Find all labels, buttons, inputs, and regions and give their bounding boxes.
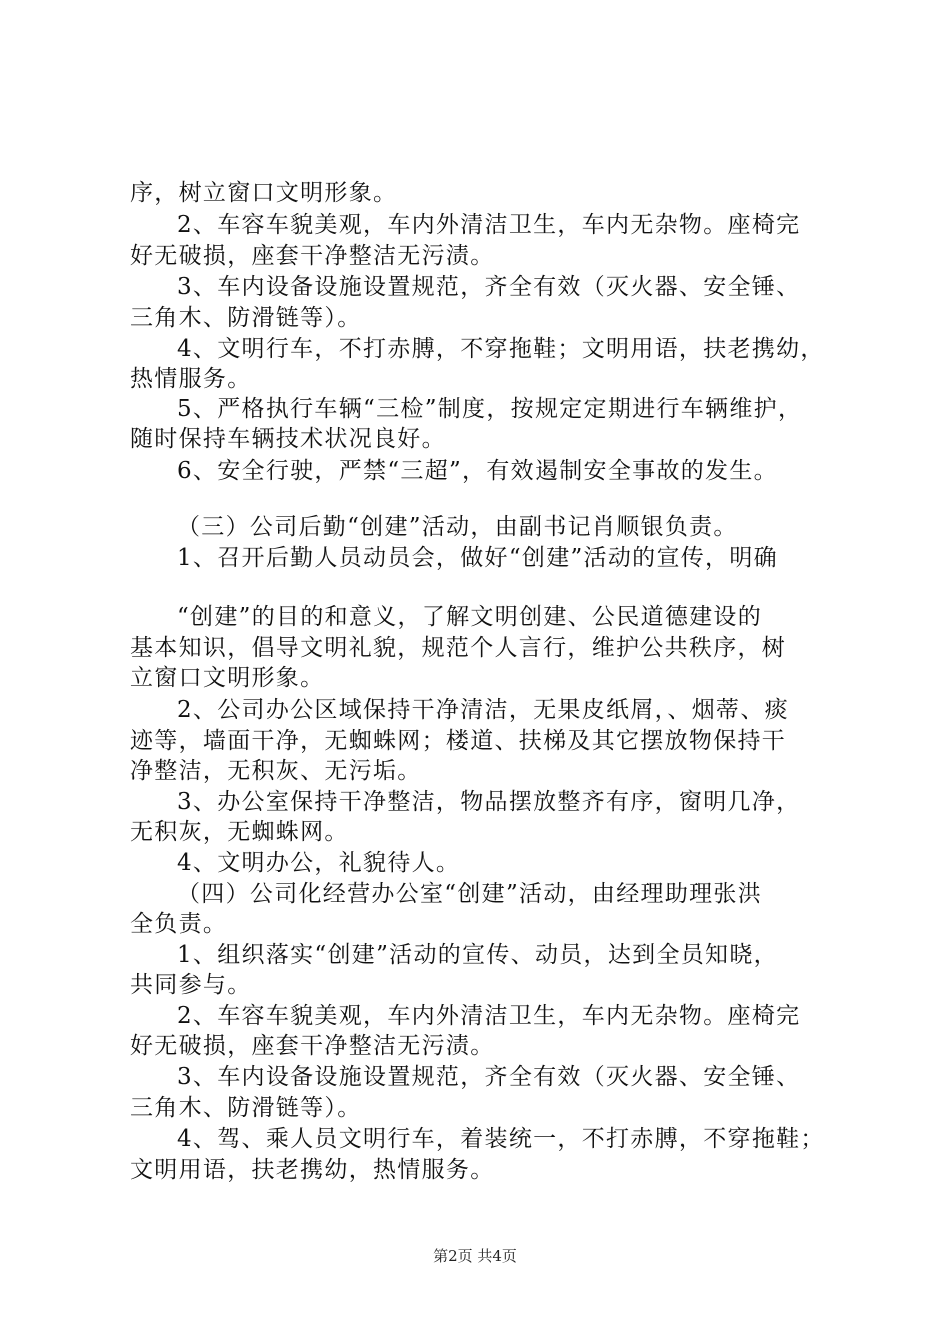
text-line: 2、车容车貌美观，车内外清洁卫生，车内无杂物。座椅完 <box>177 1003 801 1029</box>
text-line: 3、车内设备设施设置规范，齐全有效（灭火器、安全锤、 <box>177 274 801 300</box>
text-line: 三角木、防滑链等）。 <box>130 1095 362 1121</box>
text-line: 5、严格执行车辆“三检”制度，按规定定期进行车辆维护， <box>177 396 803 422</box>
text-line: 3、车内设备设施设置规范，齐全有效（灭火器、安全锤、 <box>177 1064 801 1090</box>
text-line: 全负责。 <box>130 911 228 937</box>
text-line: 好无破损，座套干净整洁无污渍。 <box>130 243 495 269</box>
text-line: 2、车容车貌美观，车内外清洁卫生，车内无杂物。座椅完 <box>177 212 801 238</box>
text-line: “创建”的目的和意义，了解文明创建、公民道德建设的 <box>177 604 763 630</box>
text-line: 立窗口文明形象。 <box>130 665 325 691</box>
text-line: 文明用语，扶老携幼，热情服务。 <box>130 1157 495 1183</box>
section-heading: （三）公司后勤“创建”活动，由副书记肖顺银负责。 <box>177 514 738 540</box>
text-line: 1、组织落实“创建”活动的宣传、动员，达到全员知晓， <box>177 942 778 968</box>
text-line: 净整洁，无积灰、无污垢。 <box>130 758 422 784</box>
text-line: 基本知识，倡导文明礼貌，规范个人言行，维护公共秩序，树 <box>130 635 787 661</box>
text-line: 6、安全行驶，严禁“三超”，有效遏制安全事故的发生。 <box>177 458 778 484</box>
text-line: 4、文明办公，礼貌待人。 <box>177 850 461 876</box>
text-line: 随时保持车辆技术状况良好。 <box>130 426 446 452</box>
text-line: 3、办公室保持干净整洁，物品摆放整齐有序，窗明几净， <box>177 789 801 815</box>
section-heading: （四）公司化经营办公室“创建”活动，由经理助理张洪 <box>177 881 763 907</box>
text-line: 4、文明行车，不打赤膊，不穿拖鞋；文明用语，扶老携幼， <box>177 336 825 362</box>
text-line: 2、公司办公区域保持干净清洁，无果皮纸屑，、烟蒂、痰 <box>177 697 789 723</box>
text-line: 1、召开后勤人员动员会，做好“创建”活动的宣传，明确 <box>177 545 778 571</box>
text-line: 热情服务。 <box>130 366 252 392</box>
text-line: 无积灰，无蜘蛛网。 <box>130 819 349 845</box>
text-line: 三角木、防滑链等）。 <box>130 305 362 331</box>
text-line: 4、驾、乘人员文明行车，着装统一，不打赤膊，不穿拖鞋； <box>177 1126 825 1152</box>
text-line: 序，树立窗口文明形象。 <box>130 180 398 206</box>
text-line: 迹等，墙面干净，无蜘蛛网；楼道、扶梯及其它摆放物保持干 <box>130 728 787 754</box>
page-footer: 第2页 共4页 <box>433 1247 517 1265</box>
text-line: 好无破损，座套干净整洁无污渍。 <box>130 1033 495 1059</box>
text-line: 共同参与。 <box>130 972 252 998</box>
